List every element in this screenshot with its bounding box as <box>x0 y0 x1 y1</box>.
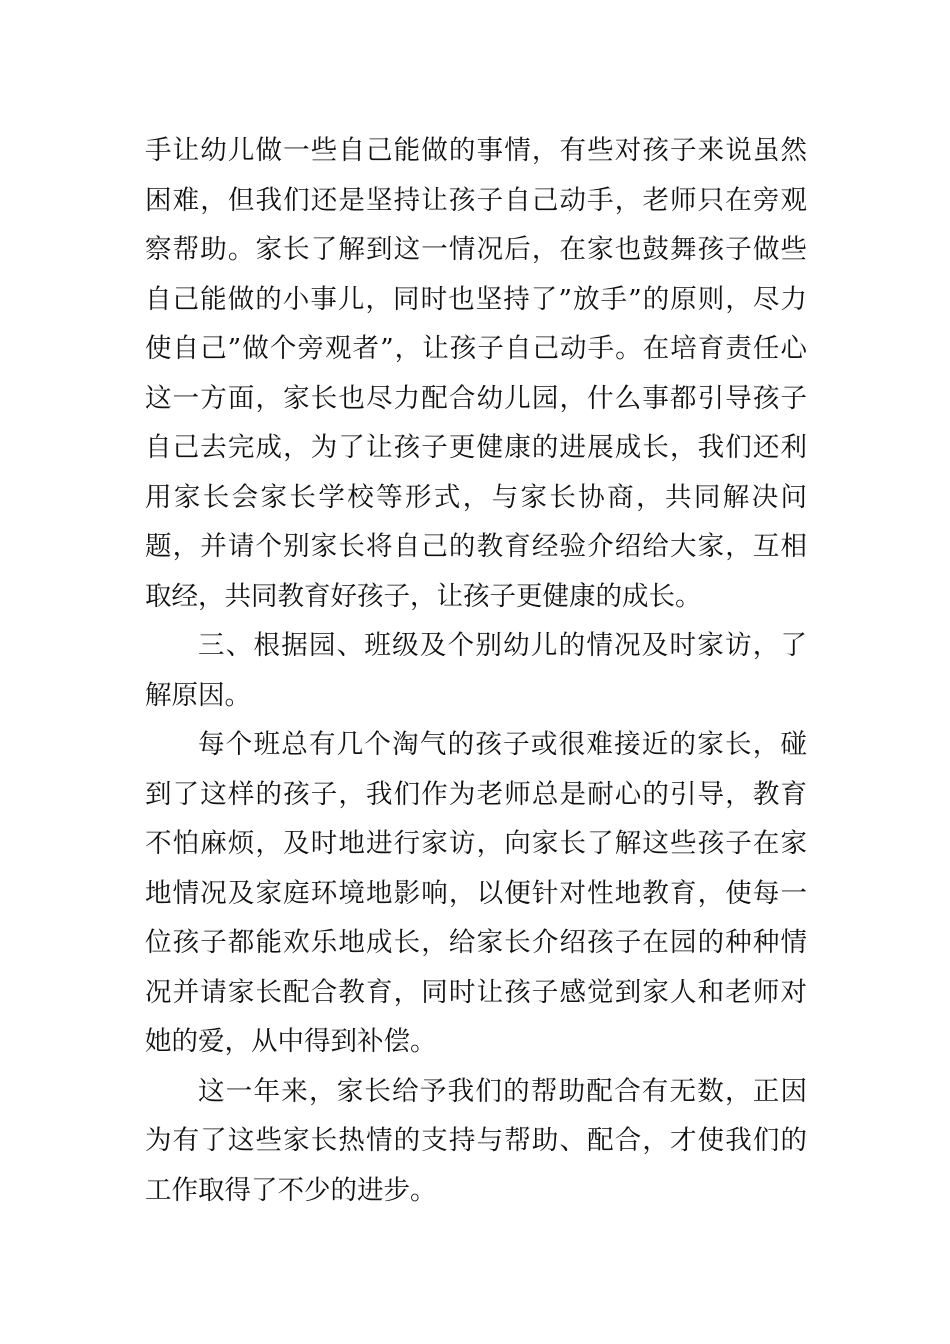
paragraph-home-visits: 每个班总有几个淘气的孩子或很难接近的家长，碰到了这样的孩子，我们作为老师总是耐心的引导，教育不怕麻烦，及时地进行家访，向家长了解这些孩子在家地情况及家庭环境地影响，以便针对性地教育，使每一位孩子都能欢乐地成长，给家长介绍孩子在园的种种情况并请家长配合教育，同时让孩子感觉到家人和老师对她的爱，从中得到补偿。 <box>145 729 807 1057</box>
paragraph-summary: 这一年来，家长给予我们的帮助配合有无数，正因为有了这些家长热情的支持与帮助、配合，才使我们的工作取得了不少的进步。 <box>145 1075 807 1206</box>
paragraph-continuation: 手让幼儿做一些自己能做的事情，有些对孩子来说虽然困难，但我们还是坚持让孩子自己动手，老师只在旁观察帮助。家长了解到这一情况后，在家也鼓舞孩子做些自己能做的小事儿，同时也坚持了”放手”的原则，尽力使自己”做个旁观者”，让孩子自己动手。在培育责任心这一方面，家长也尽力配合幼儿园，什么事都引导孩子自己去完成，为了让孩子更健康的进展成长，我们还利用家长会家长学校等形式，与家长协商，共同解决问题，并请个别家长将自己的教育经验介绍给大家，互相取经，共同教育好孩子，让孩子更健康的成长。 <box>145 135 807 612</box>
paragraph-section-heading: 三、根据园、班级及个别幼儿的情况及时家访，了解原因。 <box>145 630 807 711</box>
body-text <box>145 126 807 1215</box>
